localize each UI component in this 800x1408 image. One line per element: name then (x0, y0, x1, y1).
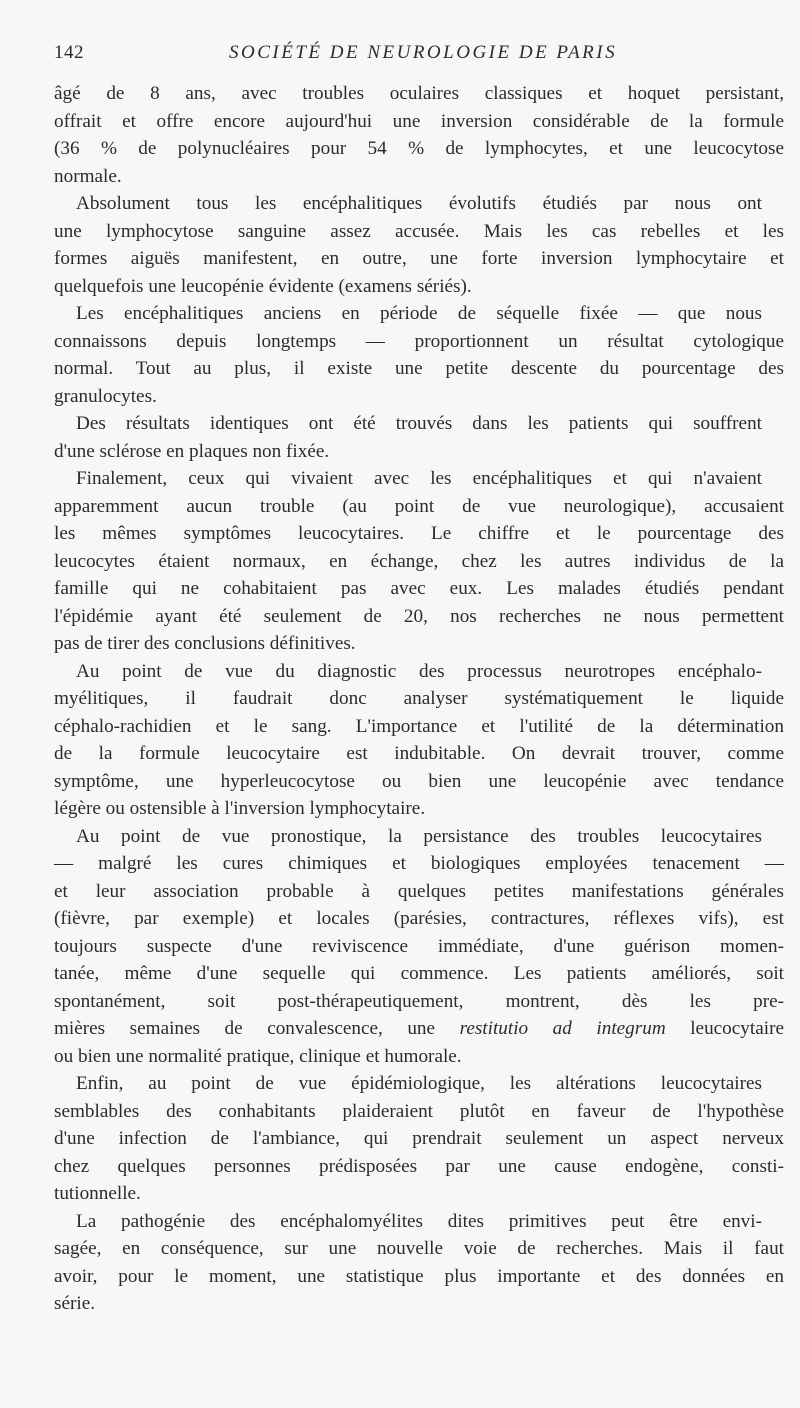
text-line: les mêmes symptômes leucocytaires. Le chiffre et le pourcentage des (54, 523, 784, 544)
text-line: — malgré les cures chimiques et biologiques employées tenacement — (54, 853, 784, 874)
text-line: âgé de 8 ans, avec troubles oculaires classiques et hoquet persistant, (54, 83, 784, 104)
text-line: ou bien une normalité pratique, clinique et humorale. (54, 1045, 462, 1067)
text-line: normal. Tout au plus, il existe une petite descente du pourcentage des (54, 358, 784, 379)
text-line: La pathogénie des encéphalomyélites dites primitives peut être envi- (76, 1210, 762, 1232)
paragraph (54, 1070, 784, 1208)
paragraph (54, 465, 784, 658)
text-line: céphalo-rachidien et le sang. L'importance et l'utilité de la détermination (54, 715, 784, 737)
text-line: quelquefois une leucopénie évidente (examens sériés). (54, 275, 472, 297)
italic-phrase: restitutio ad integrum (459, 1018, 666, 1039)
text-line: sagée, en conséquence, sur une nouvelle voie de recherches. Mais il faut (54, 1238, 784, 1259)
paragraph (54, 1208, 784, 1318)
paragraph (54, 80, 784, 190)
text-line: leucocytes étaient normaux, en échange, chez les autres individus de la (54, 550, 784, 572)
paragraph (54, 300, 784, 410)
text-line: avoir, pour le moment, une statistique plus importante et des données en (54, 1265, 784, 1287)
text-line: (36 % de polynucléaires pour 54 % de lymphocytes, et une leucocytose (54, 138, 784, 159)
text-line: formes aiguës manifestent, en outre, une forte inversion lymphocytaire et (54, 248, 784, 269)
paragraph (54, 658, 784, 823)
text-line: série. (54, 1293, 96, 1314)
text-line: pas de tirer des conclusions définitives. (54, 633, 356, 654)
text-line: chez quelques personnes prédisposées par une cause endogène, consti- (54, 1155, 784, 1177)
paragraph (54, 823, 784, 1071)
text-line: d'une infection de l'ambiance, qui prendrait seulement un aspect nerveux (54, 1128, 784, 1149)
text-line: normale. (54, 165, 122, 187)
text-line: mières semaines de convalescence, une restitutio ad integrum leucocytaire (54, 1018, 784, 1039)
text-line: symptôme, une hyperleucocytose ou bien une leucopénie avec tendance (54, 770, 784, 792)
text-line: Finalement, ceux qui vivaient avec les encéphalitiques et qui n'avaient (76, 468, 762, 489)
text-line: connaissons depuis longtemps — proportionnent un résultat cytologique (54, 330, 784, 352)
text-line: et leur association probable à quelques petites manifestations générales (54, 880, 784, 902)
text-line: Au point de vue du diagnostic des processus neurotropes encéphalo- (76, 660, 762, 682)
text-line: une lymphocytose sanguine assez accusée. Mais les cas rebelles et les (54, 220, 784, 242)
text-line: Des résultats identiques ont été trouvés dans les patients qui souffrent (76, 413, 762, 434)
text-line: Absolument tous les encéphalitiques évolutifs étudiés par nous ont (76, 193, 762, 214)
text-line: Les encéphalitiques anciens en période de séquelle fixée — que nous (76, 303, 762, 324)
text-line: myélitiques, il faudrait donc analyser systématiquement le liquide (54, 688, 784, 709)
text-line: tanée, même d'une sequelle qui commence. Les patients améliorés, soit (54, 963, 784, 984)
text-line: légère ou ostensible à l'inversion lymphocytaire. (54, 798, 426, 819)
text-line: Au point de vue pronostique, la persistance des troubles leucocytaires (76, 825, 762, 847)
text-line: tutionnelle. (54, 1183, 141, 1204)
text-line: de la formule leucocytaire est indubitable. On devrait trouver, comme (54, 743, 784, 764)
page-header (54, 42, 754, 72)
text-line: (fièvre, par exemple) et locales (parésies, contractures, réflexes vifs), est (54, 908, 784, 929)
text-line: famille qui ne cohabitaient pas avec eux. Les malades étudiés pendant (54, 578, 784, 599)
page-number: 142 (54, 42, 84, 63)
text-line: offrait et offre encore aujourd'hui une inversion considérable de la formule (54, 110, 784, 132)
text-line: d'une sclérose en plaques non fixée. (54, 440, 330, 462)
running-title: SOCIÉTÉ DE NEUROLOGIE DE PARIS (229, 42, 618, 63)
paragraph (54, 190, 784, 300)
text-line: spontanément, soit post-thérapeutiquement, montrent, dès les pre- (54, 990, 784, 1012)
text-line: toujours suspecte d'une reviviscence immédiate, d'une guérison momen- (54, 935, 784, 957)
text-line: granulocytes. (54, 385, 157, 407)
text-line: l'épidémie ayant été seulement de 20, nos recherches ne nous permettent (54, 605, 784, 627)
text-line: semblables des conhabitants plaideraient plutôt en faveur de l'hypothèse (54, 1100, 784, 1122)
body-text (54, 80, 784, 1318)
text-line: Enfin, au point de vue épidémiologique, les altérations leucocytaires (76, 1073, 762, 1094)
text-line: apparemment aucun trouble (au point de vue neurologique), accusaient (54, 495, 784, 517)
paragraph (54, 410, 784, 465)
